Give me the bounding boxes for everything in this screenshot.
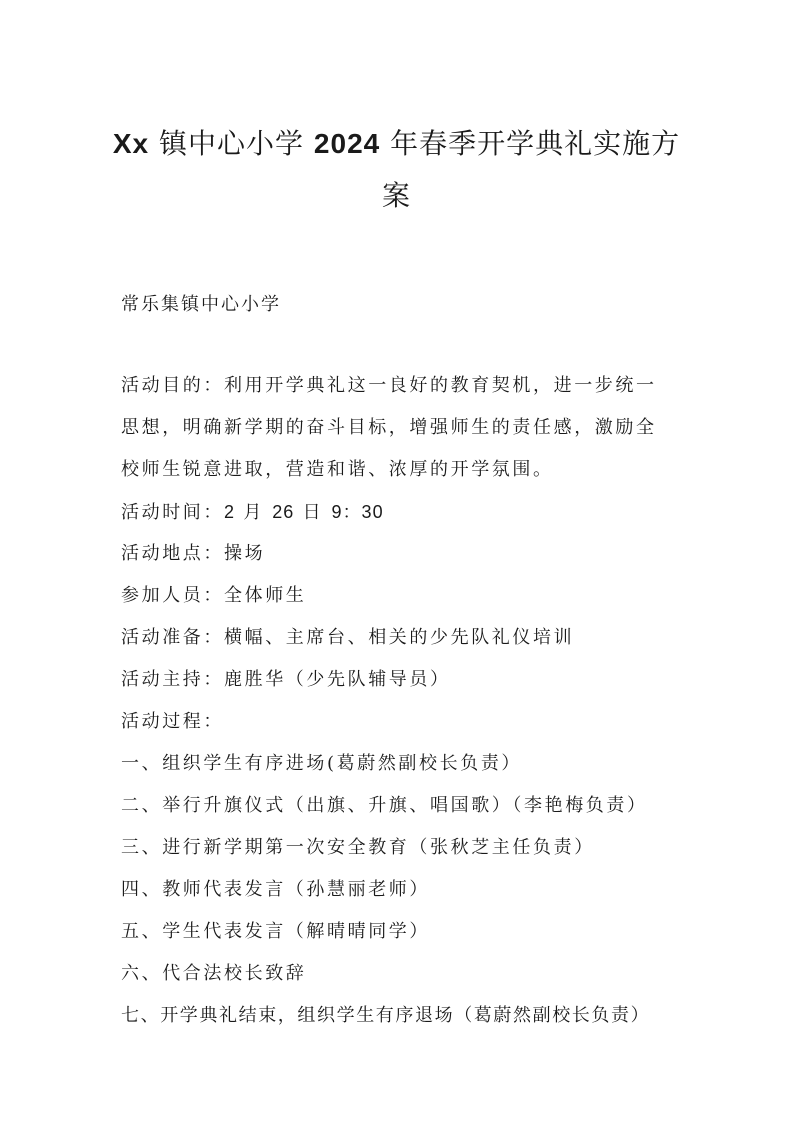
process-step-6: 六、代合法校长致辞 (121, 963, 307, 984)
title-suffix: 年春季开学典礼实施方 (380, 127, 681, 160)
activity-time (121, 491, 681, 533)
title-year: 2024 (313, 128, 381, 159)
time-month-unit: 月 (235, 502, 273, 523)
title-prefix: Xx (112, 128, 150, 159)
process-step-1: 一、组织学生有序进场(葛蔚然副校长负责） (121, 753, 523, 774)
process-step-4: 四、教师代表发言（孙慧丽老师） (121, 879, 430, 900)
organization-name: 常乐集镇中心小学 (121, 294, 281, 315)
time-label: 活动时间： (121, 502, 224, 523)
time-month: 2 (224, 502, 236, 522)
process-step-2: 二、举行升旗仪式（出旗、升旗、唱国歌）（李艳梅负责） (121, 795, 648, 816)
time-day: 26 (272, 502, 295, 522)
title-line-1 (100, 118, 693, 170)
time-clock: 9：30 (331, 502, 384, 522)
activity-participants: 参加人员：全体师生 (121, 585, 307, 606)
activity-preparation: 活动准备：横幅、主席台、相关的少先队礼仪培训 (121, 627, 575, 648)
purpose-line-3: 校师生锐意进取，营造和谐、浓厚的开学氛围。 (121, 459, 554, 480)
process-step-3: 三、进行新学期第一次安全教育（张秋芝主任负责） (121, 837, 595, 858)
document-body (121, 365, 681, 1037)
process-step-5: 五、学生代表发言（解晴晴同学） (121, 921, 430, 942)
title-mid: 镇中心小学 (149, 127, 314, 160)
time-day-unit: 日 (294, 502, 332, 523)
document-title (100, 118, 693, 222)
activity-host: 活动主持：鹿胜华（少先队辅导员） (121, 669, 451, 690)
process-step-7: 七、开学典礼结束，组织学生有序退场（葛蔚然副校长负责） (121, 1005, 651, 1026)
purpose-line-1: 活动目的：利用开学典礼这一良好的教育契机，进一步统一 (121, 375, 657, 396)
process-label: 活动过程： (121, 711, 224, 732)
purpose-line-2: 思想，明确新学期的奋斗目标，增强师生的责任感，激励全 (121, 417, 657, 438)
activity-location: 活动地点：操场 (121, 543, 266, 564)
title-line-2: 案 (381, 179, 411, 212)
